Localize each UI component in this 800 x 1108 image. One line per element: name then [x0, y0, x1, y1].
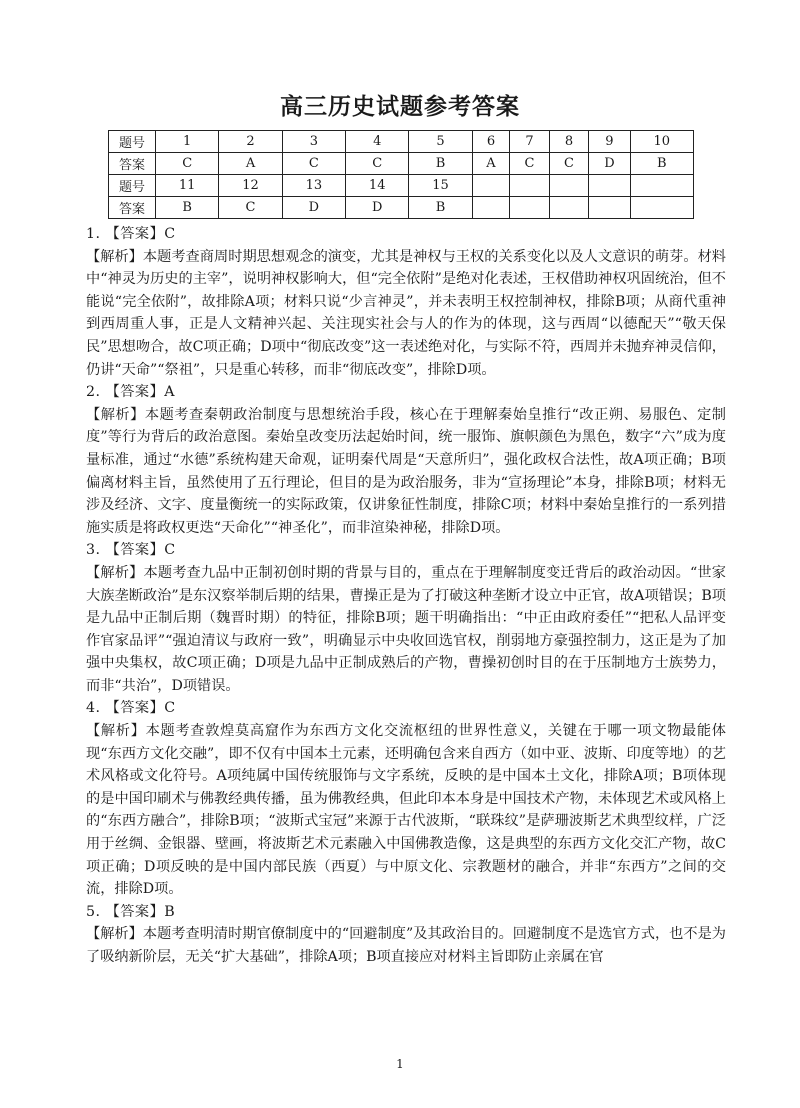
answer-cell: C: [346, 153, 409, 175]
answer-cell: [630, 175, 693, 197]
question-analysis: 【解析】本题考查明清时期官僚制度中的“回避制度”及其政治目的。回避制度不是选官方式，也不是为了吸纳新阶层，无关“扩大基础”，排除A项；B项直接应对材料主旨即防止亲属在官: [86, 926, 726, 965]
answer-cell: 11: [156, 175, 219, 197]
answer-cell: C: [156, 153, 219, 175]
answer-table-row: [109, 197, 694, 219]
answer-cell: D: [282, 197, 345, 219]
answer-cell: B: [409, 153, 472, 175]
answer-cell: 4: [346, 131, 409, 153]
answer-cell: C: [282, 153, 345, 175]
answer-explanations: [86, 223, 726, 969]
question-analysis: 【解析】本题考查商周时期思想观念的演变，尤其是神权与王权的关系变化以及人文意识的萌芽。材料中“神灵为历史的主宰”，说明神权影响大，但“完全依附”是绝对化表述，王权借助神权巩固统治，但不能说“完全依附”，故排除A项；材料只说“少言神灵”，并未表明王权控制神权，排除B项；从商代重神到西周重人事，正是人文精神兴起、关注现实社会与人的作为的体现，这与西周“以德配天”“敬天保民”思想吻合，故C项正确；D项中“彻底改变”这一表述绝对化，与实际不符，西周并未抛弃神灵信仰，仍讲“天命”“祭祖”，只是重心转移，而非“彻底改变”，排除D项。: [86, 248, 726, 378]
answer-cell: [472, 175, 510, 197]
question-answer-line: 3. 【答案】C: [86, 542, 176, 559]
page-title: 高三历史试题参考答案: [280, 94, 520, 120]
answer-table-row: [109, 153, 694, 175]
answer-cell: [510, 175, 550, 197]
answer-cell: [510, 197, 550, 219]
answer-cell: A: [219, 153, 282, 175]
answer-cell: D: [589, 153, 630, 175]
answer-cell: B: [630, 153, 693, 175]
answer-cell: 15: [409, 175, 472, 197]
answer-cell: D: [346, 197, 409, 219]
row-header-cell: 答案: [109, 197, 156, 219]
answer-cell: C: [549, 153, 589, 175]
answer-cell: 10: [630, 131, 693, 153]
answer-cell: 2: [219, 131, 282, 153]
question-answer-line: 5. 【答案】B: [86, 903, 176, 920]
answer-cell: [630, 197, 693, 219]
answer-cell: [549, 197, 589, 219]
answer-cell: A: [472, 153, 510, 175]
answer-cell: B: [409, 197, 472, 219]
answer-cell: [589, 197, 630, 219]
answer-cell: [472, 197, 510, 219]
answer-cell: [549, 175, 589, 197]
answer-table: [108, 130, 694, 219]
answer-cell: 6: [472, 131, 510, 153]
answer-cell: 3: [282, 131, 345, 153]
question-analysis: 【解析】本题考查秦朝政治制度与思想统治手段，核心在于理解秦始皇推行“改正朔、易服色、定制度”等行为背后的政治意图。秦始皇改变历法起始时间，统一服饰、旗帜颜色为黑色，数字“六”成为度量标准，通过“水德”系统构建天命观，证明秦代周是“天意所归”，强化政权合法性，故A项正确；B项偏离材料主旨，虽然使用了五行理论，但目的是为政治服务，非为“宣扬理论”本身，排除B项；材料无涉及经济、文字、度量衡统一的实际政策，仅讲象征性制度，排除C项；材料中秦始皇推行的一系列措施实质是将政权更迭“天命化”“神圣化”，而非渲染神秘，排除D项。: [86, 406, 726, 536]
question-analysis: 【解析】本题考查九品中正制初创时期的背景与目的，重点在于理解制度变迁背后的政治动因。“世家大族垄断政治”是东汉察举制后期的结果，曹操正是为了打破这种垄断才设立中正官，故A项错误；B项是九品中正制后期（魏晋时期）的特征，排除B项；题干明确指出：“中正由政府委任”“把私人品评变作官家品评”“强迫清议与政府一致”，明确显示中央收回选官权，削弱地方豪强控制力，这正是为了加强中央集权，故C项正确；D项是九品中正制成熟后的产物，曹操初创时目的在于压制地方士族势力，而非“共治”，D项错误。: [86, 564, 726, 694]
row-header-cell: 答案: [109, 153, 156, 175]
answer-cell: [589, 175, 630, 197]
answer-cell: C: [219, 197, 282, 219]
answer-cell: 8: [549, 131, 589, 153]
answer-cell: 13: [282, 175, 345, 197]
row-header-cell: 题号: [109, 131, 156, 153]
answer-cell: 9: [589, 131, 630, 153]
answer-cell: 5: [409, 131, 472, 153]
page-number: 1: [396, 1057, 404, 1071]
question-answer-line: 1. 【答案】C: [86, 226, 176, 242]
answer-cell: 1: [156, 131, 219, 153]
answer-cell: 12: [219, 175, 282, 197]
answer-table-row: [109, 131, 694, 153]
answer-cell: C: [510, 153, 550, 175]
answer-cell: B: [156, 197, 219, 219]
row-header-cell: 题号: [109, 175, 156, 197]
question-analysis: 【解析】本题考查敦煌莫高窟作为东西方文化交流枢纽的世界性意义，关键在于哪一项文物最能体现“东西方文化交融”，即不仅有中国本土元素，还明确包含来自西方（如中亚、波斯、印度等地）的艺术风格或文化符号。A项纯属中国传统服饰与文字系统，反映的是中国本土文化，排除A项；B项体现的是中国印刷术与佛教经典传播，虽为佛教经典，但此印本本身是中国技术产物，未体现艺术或风格上的“东西方融合”，排除B项；“波斯式宝冠”来源于古代波斯，“联珠纹”是萨珊波斯艺术典型纹样，广泛用于丝绸、金银器、壁画，将波斯艺术元素融入中国佛教造像，这是典型的东西方文化交汇产物，故C项正确；D项反映的是中国内部民族（西夏）与中原文化、宗教题材的融合，并非“东西方”之间的交流，排除D项。: [86, 723, 726, 898]
question-answer-line: 4. 【答案】C: [86, 700, 176, 717]
answer-table-row: [109, 175, 694, 197]
answer-cell: 7: [510, 131, 550, 153]
question-answer-line: 2. 【答案】A: [86, 384, 176, 401]
answer-cell: 14: [346, 175, 409, 197]
